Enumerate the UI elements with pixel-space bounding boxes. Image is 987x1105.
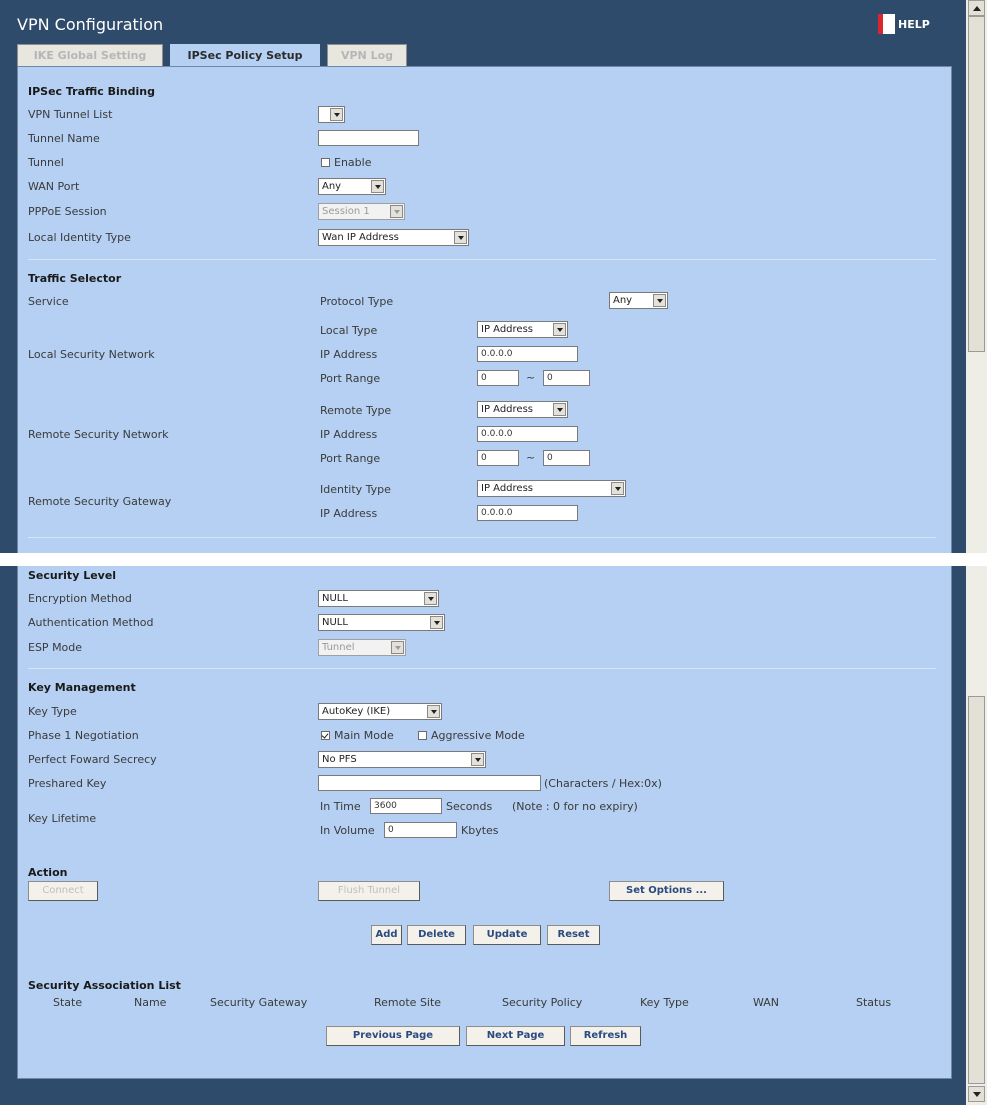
previous-page-button[interactable]: Previous Page <box>326 1026 460 1046</box>
remote-ip-address-label: IP Address <box>320 428 378 441</box>
chevron-down-icon <box>371 180 384 193</box>
update-button[interactable]: Update <box>473 925 541 945</box>
help-label: HELP <box>898 17 930 31</box>
remote-type-select[interactable] <box>477 401 568 418</box>
remote-port-to-input[interactable]: 0 <box>543 450 590 466</box>
authentication-method-label: Authentication Method <box>28 616 154 629</box>
key-management-heading: Key Management <box>28 681 136 694</box>
local-ip-address-label: IP Address <box>320 348 378 361</box>
connect-button[interactable]: Connect <box>28 881 98 901</box>
remote-port-separator: ~ <box>526 451 536 464</box>
local-type-label: Local Type <box>320 324 378 337</box>
chevron-down-icon <box>330 108 343 121</box>
window-title: VPN Configuration <box>17 15 164 34</box>
authentication-method-value: NULL <box>322 617 348 628</box>
wan-port-label: WAN Port <box>28 180 80 193</box>
aggressive-mode-label: Aggressive Mode <box>431 729 525 742</box>
local-port-separator: ~ <box>526 371 536 384</box>
ipsec-policy-panel-top <box>17 66 952 553</box>
column-header-security-policy: Security Policy <box>502 996 583 1009</box>
preshared-key-label: Preshared Key <box>28 777 107 790</box>
local-port-from-input[interactable]: 0 <box>477 370 519 386</box>
remote-type-value: IP Address <box>481 404 533 415</box>
key-type-value: AutoKey (IKE) <box>322 706 391 717</box>
security-level-heading: Security Level <box>28 569 117 582</box>
local-identity-type-value: Wan IP Address <box>322 232 399 243</box>
chevron-down-icon <box>454 231 467 244</box>
scrollbar-thumb[interactable] <box>968 16 985 352</box>
esp-mode-label: ESP Mode <box>28 641 83 654</box>
tunnel-enable-label: Enable <box>334 156 372 169</box>
local-type-value: IP Address <box>481 324 533 335</box>
column-header-remote-site: Remote Site <box>374 996 442 1009</box>
scrollbar-top[interactable] <box>966 0 987 553</box>
gateway-ip-address-input[interactable]: 0.0.0.0 <box>477 505 578 521</box>
remote-ip-address-input[interactable]: 0.0.0.0 <box>477 426 578 442</box>
vpn-window-top <box>0 0 966 553</box>
service-label: Service <box>28 295 69 308</box>
chevron-down-icon <box>553 403 566 416</box>
local-identity-type-select[interactable] <box>318 229 469 246</box>
chevron-down-icon <box>471 753 484 766</box>
column-header-key-type: Key Type <box>640 996 689 1009</box>
encryption-method-label: Encryption Method <box>28 592 132 605</box>
chevron-down-icon <box>391 641 404 654</box>
authentication-method-select[interactable] <box>318 614 445 631</box>
tunnel-name-input[interactable] <box>318 130 419 146</box>
preshared-key-input[interactable] <box>318 775 541 791</box>
remote-security-network-label: Remote Security Network <box>28 428 169 441</box>
pfs-select[interactable] <box>318 751 486 768</box>
vpn-tunnel-list-select[interactable] <box>318 106 345 123</box>
protocol-type-value: Any <box>613 295 633 306</box>
column-header-wan: WAN <box>753 996 780 1009</box>
pfs-value: No PFS <box>322 754 357 765</box>
gateway-identity-type-label: Identity Type <box>320 483 391 496</box>
in-volume-label: In Volume <box>320 824 375 837</box>
wan-port-value: Any <box>322 181 342 192</box>
local-type-select[interactable] <box>477 321 568 338</box>
scrollbar-thumb[interactable] <box>968 696 985 1084</box>
key-lifetime-label: Key Lifetime <box>28 812 97 825</box>
gateway-ip-address-label: IP Address <box>320 507 378 520</box>
ipsec-policy-panel-bottom <box>17 566 952 1079</box>
pppoe-session-label: PPPoE Session <box>28 205 107 218</box>
divider <box>28 537 936 538</box>
divider <box>28 668 936 669</box>
tunnel-enable-checkbox[interactable] <box>321 158 330 167</box>
in-volume-input[interactable]: 0 <box>384 822 457 838</box>
esp-mode-select[interactable] <box>318 639 406 656</box>
next-page-button[interactable]: Next Page <box>466 1026 565 1046</box>
remote-type-label: Remote Type <box>320 404 392 417</box>
traffic-binding-heading: IPSec Traffic Binding <box>28 85 155 98</box>
protocol-type-select[interactable] <box>609 292 668 309</box>
main-mode-label: Main Mode <box>334 729 394 742</box>
column-header-state: State <box>53 996 83 1009</box>
in-time-input[interactable]: 3600 <box>370 798 442 814</box>
help-button[interactable] <box>878 13 930 35</box>
reset-button[interactable]: Reset <box>547 925 600 945</box>
wan-port-select[interactable] <box>318 178 386 195</box>
sa-list-heading: Security Association List <box>28 979 181 992</box>
gateway-identity-type-select[interactable] <box>477 480 626 497</box>
help-book-icon <box>878 14 895 34</box>
local-ip-address-input[interactable]: 0.0.0.0 <box>477 346 578 362</box>
remote-security-gateway-label: Remote Security Gateway <box>28 495 172 508</box>
action-heading: Action <box>28 866 68 879</box>
chevron-down-icon <box>553 323 566 336</box>
local-port-range-label: Port Range <box>320 372 381 385</box>
tab-ipsec-policy-setup[interactable]: IPSec Policy Setup <box>170 44 320 66</box>
pfs-label: Perfect Foward Secrecy <box>28 753 157 766</box>
tab-vpn-log[interactable]: VPN Log <box>327 44 407 66</box>
remote-port-from-input[interactable]: 0 <box>477 450 519 466</box>
tunnel-label: Tunnel <box>28 156 64 169</box>
flush-tunnel-button[interactable]: Flush Tunnel <box>318 881 420 901</box>
local-port-to-input[interactable]: 0 <box>543 370 590 386</box>
preshared-key-hint: (Characters / Hex:0x) <box>544 777 662 790</box>
seconds-note: (Note : 0 for no expiry) <box>512 800 638 813</box>
aggressive-mode-checkbox[interactable] <box>418 731 427 740</box>
vpn-tunnel-list-label: VPN Tunnel List <box>28 108 113 121</box>
pppoe-session-select[interactable] <box>318 203 405 220</box>
remote-port-range-label: Port Range <box>320 452 381 465</box>
phase1-negotiation-label: Phase 1 Negotiation <box>28 729 139 742</box>
chevron-down-icon <box>424 592 437 605</box>
esp-mode-value: Tunnel <box>322 642 355 653</box>
pppoe-session-value: Session 1 <box>322 206 370 217</box>
encryption-method-select[interactable] <box>318 590 439 607</box>
encryption-method-value: NULL <box>322 593 348 604</box>
kbytes-label: Kbytes <box>461 824 499 837</box>
key-type-select[interactable] <box>318 703 442 720</box>
column-header-name: Name <box>134 996 167 1009</box>
gateway-identity-type-value: IP Address <box>481 483 533 494</box>
set-options-button[interactable]: Set Options ... <box>609 881 724 901</box>
vpn-window-bottom <box>0 566 966 1105</box>
local-identity-type-label: Local Identity Type <box>28 231 131 244</box>
tab-ike-global-setting[interactable]: IKE Global Setting <box>17 44 163 66</box>
tunnel-name-label: Tunnel Name <box>28 132 100 145</box>
refresh-button[interactable]: Refresh <box>570 1026 641 1046</box>
chevron-down-icon <box>653 294 666 307</box>
column-header-status: Status <box>856 996 892 1009</box>
in-time-label: In Time <box>320 800 361 813</box>
scroll-down-icon[interactable] <box>968 1086 985 1102</box>
scrollbar-bottom[interactable] <box>966 566 987 1105</box>
local-security-network-label: Local Security Network <box>28 348 155 361</box>
protocol-type-label: Protocol Type <box>320 295 394 308</box>
chevron-down-icon <box>611 482 624 495</box>
column-header-security-gateway: Security Gateway <box>210 996 308 1009</box>
key-type-label: Key Type <box>28 705 77 718</box>
divider <box>28 259 936 260</box>
add-button[interactable]: Add <box>371 925 402 945</box>
chevron-down-icon <box>390 205 403 218</box>
traffic-selector-heading: Traffic Selector <box>28 272 122 285</box>
seconds-label: Seconds <box>446 800 493 813</box>
scroll-up-icon[interactable] <box>968 0 985 16</box>
delete-button[interactable]: Delete <box>407 925 466 945</box>
chevron-down-icon <box>427 705 440 718</box>
main-mode-checkbox[interactable] <box>321 731 330 740</box>
chevron-down-icon <box>430 616 443 629</box>
